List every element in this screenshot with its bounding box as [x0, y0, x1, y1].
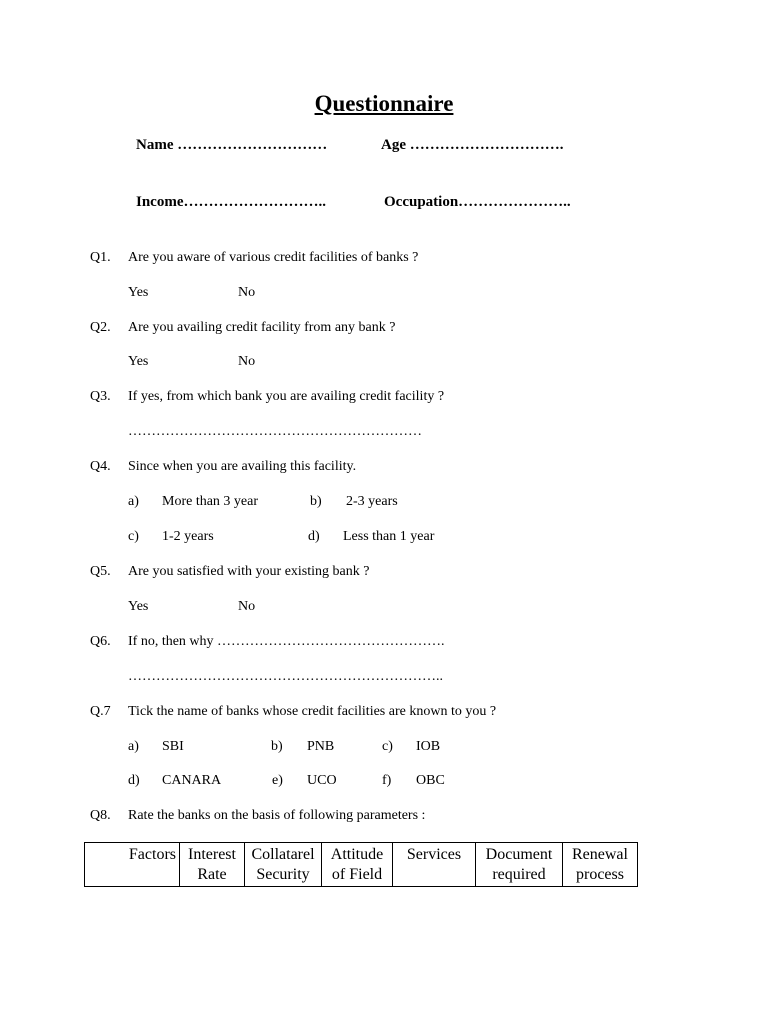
option-label[interactable]: 1-2 years — [162, 529, 214, 544]
header-line: required — [492, 866, 546, 883]
age-field: Age …………………………. — [381, 137, 564, 153]
name-field: Name ………………………… — [136, 137, 328, 153]
header-line: Factors — [128, 846, 176, 863]
table-header-cell — [85, 843, 180, 887]
question-number: Q2. — [90, 320, 111, 335]
header-line: Attitude — [330, 846, 384, 863]
option-no[interactable]: No — [238, 285, 256, 300]
header-line: Renewal — [572, 846, 628, 863]
header-line: Interest — [188, 846, 236, 863]
question-number: Q.7 — [90, 704, 111, 719]
question-text: Since when you are availing this facility. — [128, 459, 357, 474]
income-field: Income……………………….. — [136, 194, 326, 210]
occupation-field: Occupation………………….. — [384, 194, 571, 210]
option-label[interactable]: OBC — [416, 773, 445, 788]
option-letter: d) — [308, 529, 320, 544]
option-yes[interactable]: Yes — [128, 599, 149, 614]
question-text: If yes, from which bank you are availing credit facility ? — [128, 389, 445, 404]
answer-blank[interactable]: ………………………………………………………….. — [128, 669, 443, 684]
question-number: Q5. — [90, 564, 111, 579]
option-letter: c) — [382, 739, 393, 754]
option-label[interactable]: SBI — [162, 739, 184, 754]
option-no[interactable]: No — [238, 354, 256, 369]
option-label[interactable]: UCO — [307, 773, 337, 788]
question-number: Q6. — [90, 634, 111, 649]
question-text: Are you aware of various credit facilities of banks ? — [128, 250, 419, 265]
option-yes[interactable]: Yes — [128, 354, 149, 369]
question-text: Tick the name of banks whose credit facilities are known to you ? — [128, 704, 497, 719]
table-header-cell — [393, 843, 476, 887]
option-label[interactable]: PNB — [307, 739, 335, 754]
header-line: Document — [485, 846, 553, 863]
option-letter: a) — [128, 494, 139, 509]
table-header-cell — [180, 843, 245, 887]
option-label[interactable]: 2-3 years — [346, 494, 398, 509]
table-row — [85, 843, 638, 887]
question-text: Rate the banks on the basis of following parameters : — [128, 808, 426, 823]
table-header-cell — [245, 843, 322, 887]
parameters-table — [84, 842, 638, 887]
option-letter: d) — [128, 773, 140, 788]
table-header-cell — [322, 843, 393, 887]
question-number: Q8. — [90, 808, 111, 823]
option-letter: b) — [271, 739, 283, 754]
question-text: If no, then why …………………………………………. — [128, 634, 445, 649]
option-label[interactable]: IOB — [416, 739, 441, 754]
table-header-cell — [563, 843, 638, 887]
answer-blank[interactable]: ……………………………………………………… — [128, 424, 422, 439]
header-line: of Field — [331, 866, 383, 883]
question-text: Are you satisfied with your existing bank ? — [128, 564, 370, 579]
table-header-cell — [476, 843, 563, 887]
header-line: Services — [406, 846, 462, 863]
option-yes[interactable]: Yes — [128, 285, 149, 300]
question-number: Q1. — [90, 250, 111, 265]
header-line: Rate — [197, 866, 227, 883]
question-number: Q3. — [90, 389, 111, 404]
question-text: Are you availing credit facility from any bank ? — [128, 320, 396, 335]
option-no[interactable]: No — [238, 599, 256, 614]
option-letter: e) — [272, 773, 283, 788]
option-label[interactable]: More than 3 year — [162, 494, 259, 509]
option-letter: f) — [382, 773, 392, 788]
header-line: Security — [256, 866, 310, 883]
header-line: Collatarel — [251, 846, 315, 863]
question-number: Q4. — [90, 459, 111, 474]
option-letter: a) — [128, 739, 139, 754]
option-label[interactable]: Less than 1 year — [343, 529, 435, 544]
header-line: process — [576, 866, 624, 883]
option-letter: c) — [128, 529, 139, 544]
option-label[interactable]: CANARA — [162, 773, 222, 788]
page-title: Questionnaire — [314, 91, 454, 116]
option-letter: b) — [310, 494, 322, 509]
